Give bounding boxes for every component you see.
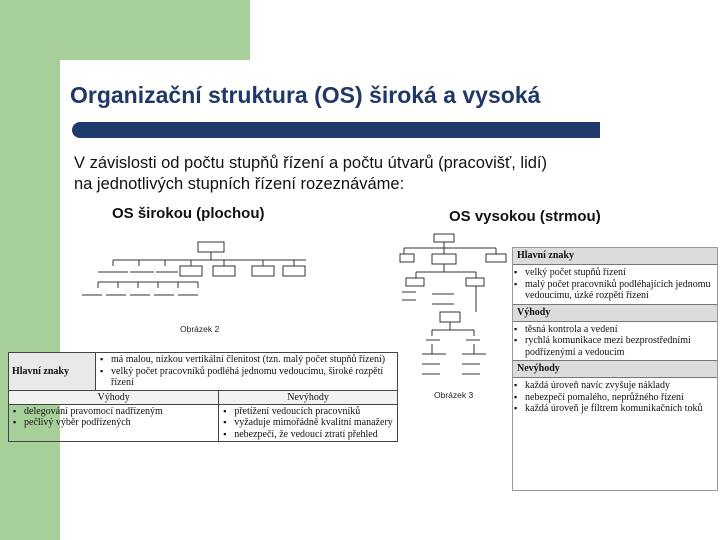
advantages-list [513,322,717,361]
green-side-band [0,0,60,540]
main-features-row [9,353,398,391]
right-figure-caption: Obrázek 3 [434,390,474,400]
list-item: ▪ rychlá komunikace mezi bezprostředními podřízenými a vedoucím [525,335,714,358]
flat-org-chart [78,238,318,308]
disadvantages-header: Nevýhody [513,360,717,378]
list-item: ▪ přetížení vedoucích pracovníků [234,406,394,418]
header-row [9,390,398,404]
wide-structure-heading: OS širokou (plochou) [112,205,265,222]
tall-structure-table [512,247,718,491]
intro-line-1: V závislosti od počtu stupňů řízení a počtu útvarů (pracovišť, lidí) [74,154,547,172]
list-item: ▪ vyžaduje mimořádně kvalitní manažery [234,417,394,429]
list-item: ▪ nebezpečí, že vedoucí ztratí přehled [234,429,394,441]
left-figure-caption: Obrázek 2 [180,324,220,334]
advantages-header: Výhody [9,390,219,404]
list-item: ▪ malý počet pracovníků podléhajících jednomu vedoucímu, úzké rozpětí řízení [525,279,714,302]
disadvantages-header: Nevýhody [219,390,398,404]
list-item: ▪ velký počet stupňů řízení [525,267,714,279]
list-item: ▪ těsná kontrola a vedení [525,324,714,336]
wide-structure-table [8,352,398,442]
advantages-header: Výhody [513,304,717,322]
list-item: ▪ každá úroveň je filtrem komunikačních toků [525,403,714,415]
list-item: ▪ nebezpečí pomalého, neprůžného řízení [525,392,714,404]
disadvantages-list [222,406,394,441]
content-row [9,404,398,442]
main-features-label: Hlavní znaky [9,353,96,391]
disadvantages-cell [219,404,398,442]
intro-text [74,153,547,195]
main-features-list [513,265,717,304]
disadvantages-list [513,378,717,417]
main-features-label: Hlavní znaky [513,248,717,265]
tall-structure-heading: OS vysokou (strmou) [449,208,601,225]
list-item: ▪ má malou, nízkou vertikální členitost (tzn. malý počet stupňů řízení) [111,354,394,366]
main-features-list [99,354,394,389]
advantages-cell [9,404,219,442]
main-features-cell [96,353,398,391]
list-item: ▪ velký počet pracovníků podléhá jednomu vedoucímu, široké rozpětí řízení [111,366,394,389]
intro-line-2: na jednotlivých stupních řízení rozeznáváme: [74,175,405,193]
list-item: ▪ každá úroveň navíc zvyšuje náklady [525,380,714,392]
list-item: ▪ pečlivý výběr podřízených [24,417,215,429]
list-item: ▪ delegování pravomocí nadřízeným [24,406,215,418]
tall-org-chart [396,232,516,382]
slide-title: Organizační struktura (OS) široká a vysoká [70,82,541,108]
advantages-list [12,406,215,429]
title-underline-bar [72,122,600,138]
green-top-band [0,0,250,60]
